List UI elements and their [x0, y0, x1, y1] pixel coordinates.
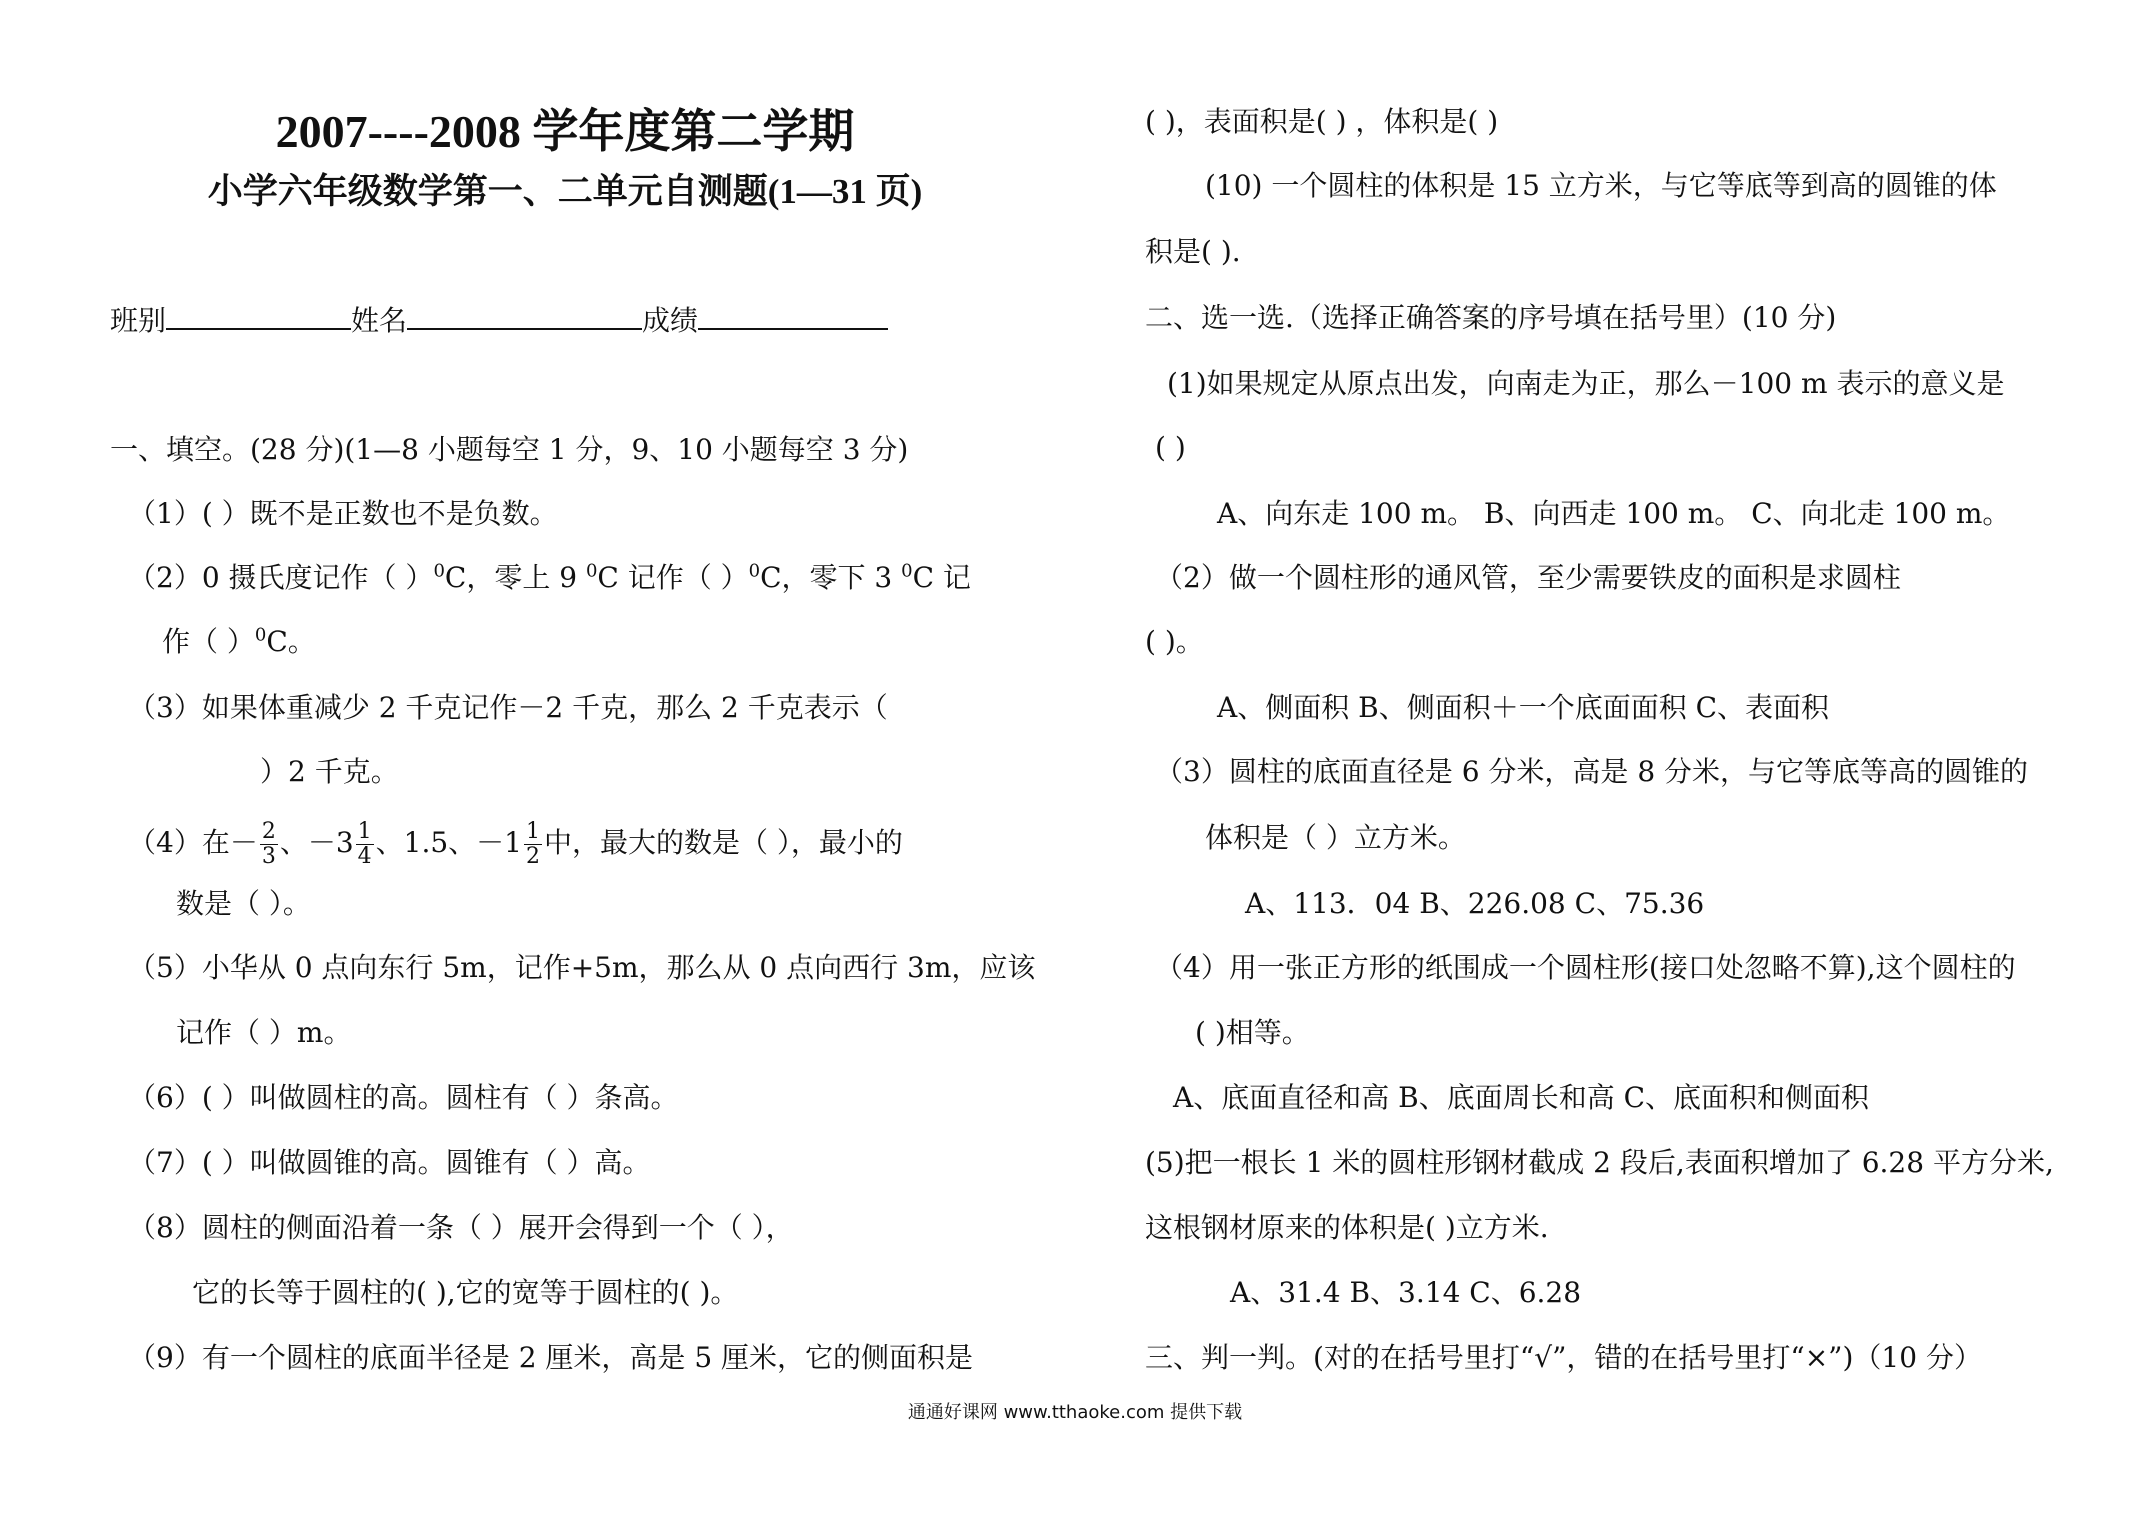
page-subtitle: 小学六年级数学第一、二单元自测题(1—31 页) [207, 172, 923, 211]
choice-q5-line1: (5)把一根长 1 米的圆柱形钢材截成 2 段后,表面积增加了 6.28 平方分米, [1145, 1146, 2054, 1179]
choice-q4-line2: ( )相等。 [1195, 1016, 1310, 1049]
fraction-1-4: $\frac{1}{4}$ [357, 819, 372, 869]
fill-q4-line1: （4）在－ $\frac{2}{3}$ 、－3 $\frac{1}{4}$ 、1.5、－1 $\frac{1}{2}$ 中，最大的数是（ ），最小的 [128, 819, 903, 869]
fill-q6: （6）( ）叫做圆柱的高。圆柱有（ ）条高。 [128, 1081, 679, 1114]
fraction-1-2: $\frac{1}{2}$ [526, 819, 541, 869]
class-blank [166, 298, 351, 330]
fill-q9-line1: （9）有一个圆柱的底面半径是 2 厘米，高是 5 厘米，它的侧面积是 [128, 1341, 974, 1374]
choice-q1-options: A、向东走 100 m。 B、向西走 100 m。 C、向北走 100 m。 [1217, 497, 2011, 530]
section1-heading: 一、填空。(28 分)(1—8 小题每空 1 分，9、10 小题每空 3 分) [110, 433, 909, 466]
choice-q4-options: A、底面直径和高 B、底面周长和高 C、底面积和侧面积 [1173, 1081, 1870, 1114]
fill-q9-line2: ( )，表面积是( ) ，体积是( ) [1145, 105, 1499, 138]
choice-q3-line2: 体积是（ ）立方米。 [1205, 821, 1466, 854]
choice-q1-line2: ( ) [1155, 431, 1186, 464]
student-info-row [110, 298, 888, 341]
fill-q4-line2: 数是（ ）。 [176, 887, 311, 920]
fraction-2-3: $\frac{2}{3}$ [261, 819, 276, 869]
choice-q5-options: A、31.4 B、3.14 C、6.28 [1230, 1276, 1582, 1309]
section3-heading: 三、判一判。(对的在括号里打“√”，错的在括号里打“×”)（10 分） [1145, 1341, 1982, 1374]
fill-q10-line2: 积是( ). [1145, 235, 1241, 268]
fill-q8-line2: 它的长等于圆柱的( ),它的宽等于圆柱的( )。 [192, 1276, 739, 1309]
section2-heading: 二、选一选.（选择正确答案的序号填在括号里）(10 分) [1145, 301, 1837, 334]
name-blank [407, 298, 642, 330]
choice-q5-line2: 这根钢材原来的体积是( )立方米. [1145, 1211, 1549, 1244]
fill-q3-line2: ）2 千克。 [260, 755, 399, 788]
choice-q3-line1: （3）圆柱的底面直径是 6 分米，高是 8 分米，与它等底等高的圆锥的 [1155, 755, 2029, 788]
fill-q1: （1）( ）既不是正数也不是负数。 [128, 497, 558, 530]
fill-q5-line2: 记作（ ）m。 [176, 1016, 352, 1049]
fill-q5-line1: （5）小华从 0 点向东行 5m，记作+5m，那么从 0 点向西行 3m，应该 [128, 951, 1036, 984]
choice-q4-line1: （4）用一张正方形的纸围成一个圆柱形(接口处忽略不算),这个圆柱的 [1155, 951, 2016, 984]
score-label: 成绩 [642, 304, 699, 337]
fill-q3-line1: （3）如果体重减少 2 千克记作－2 千克，那么 2 千克表示（ [128, 691, 888, 724]
choice-q2-options: A、侧面积 B、侧面积＋一个底面面积 C、表面积 [1217, 691, 1830, 724]
choice-q1-line1: (1)如果规定从原点出发，向南走为正，那么－100 m 表示的意义是 [1167, 367, 2005, 400]
fill-q2-line1: （2）0 摄氏度记作（ ）$^0$C，零上 9 $^0$C 记作（ ）$^0$C，零下 3 $^0$C 记 [128, 560, 971, 594]
class-label: 班别 [110, 304, 167, 337]
choice-q2-line1: （2）做一个圆柱形的通风管，至少需要铁皮的面积是求圆柱 [1155, 561, 1901, 594]
footer-credit: 通通好课网 www.tthaoke.com 提供下载 [907, 1402, 1243, 1423]
score-blank [698, 298, 888, 330]
fill-q8-line1: （8）圆柱的侧面沿着一条（ ）展开会得到一个（ ）， [128, 1211, 794, 1244]
fill-q10-line1: (10) 一个圆柱的体积是 15 立方米，与它等底等到高的圆锥的体 [1205, 169, 1997, 202]
choice-q3-options: A、113．04 B、226.08 C、75.36 [1245, 887, 1705, 920]
choice-q2-line2: ( )。 [1145, 625, 1204, 658]
fill-q7: （7）( ）叫做圆锥的高。圆锥有（ ）高。 [128, 1146, 651, 1179]
name-label: 姓名 [351, 304, 408, 337]
fill-q2-line2: 作（ ）$^0$C。 [162, 624, 316, 658]
page-title: 2007----2008 学年度第二学期 [275, 106, 855, 157]
